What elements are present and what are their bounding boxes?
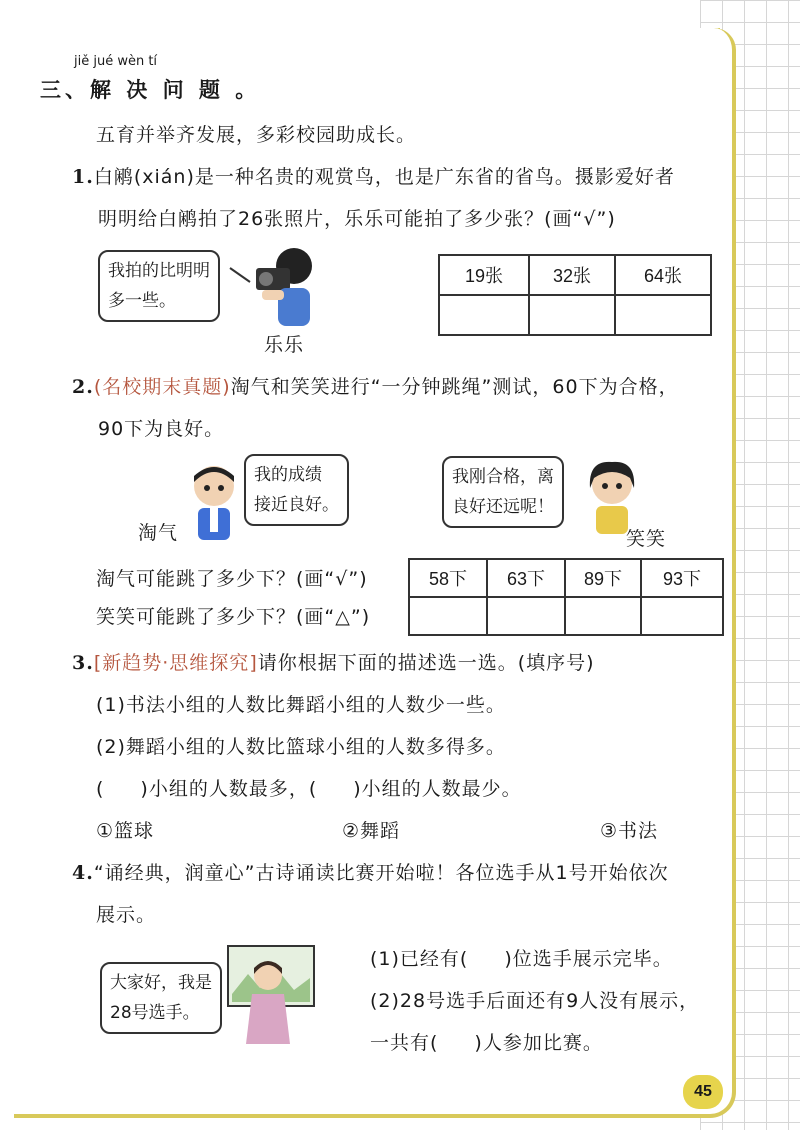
q2-ask-taoqi: 淘气可能跳了多少下？(画“√”) (96, 568, 368, 590)
q4-sub3-a: 一共有( (370, 1032, 439, 1054)
q1-line1: 白鹇(xián)是一种名贵的观赏鸟，也是广东省的省鸟。摄影爱好者 (93, 166, 675, 188)
q1-answer-cell[interactable] (529, 295, 615, 335)
q4-sub1-a: (1)已经有( (370, 948, 469, 970)
q1-bubble-line2: 多一些。 (108, 291, 176, 311)
contestant-illustration (224, 944, 318, 1046)
q4-bubble-line2: 28号选手。 (110, 1003, 200, 1023)
q2-line1: 淘气和笑笑进行“一分钟跳绳”测试，60下为合格， (230, 376, 679, 398)
q4-sub3 (370, 1028, 603, 1055)
xiaoxiao-bubble-line1: 我刚合格，离 (452, 467, 554, 487)
q1-answer-cell[interactable] (615, 295, 711, 335)
q2-answer-cell[interactable] (487, 597, 565, 635)
q2-answer-cell[interactable] (565, 597, 641, 635)
q3-choice-2: ②舞蹈 (342, 820, 401, 842)
section-intro: 五育并举齐发展，多彩校园助成长。 (96, 124, 417, 146)
q2-number: 2. (72, 376, 94, 398)
q1-speech-bubble (98, 250, 220, 322)
q4-speech-bubble (100, 962, 222, 1034)
q2-option-cell: 63下 (487, 559, 565, 597)
q3-tag: 新趋势·思维探究 (102, 652, 250, 674)
q4-line2: 展示。 (96, 904, 157, 926)
xiaoxiao-name: 笑笑 (626, 528, 667, 550)
q2-option-cell: 93下 (641, 559, 723, 597)
q4-sub3-b: )人参加比赛。 (474, 1032, 603, 1054)
q4-line1: “诵经典，润童心”古诗诵读比赛开始啦！各位选手从1号开始依次 (93, 862, 669, 884)
q3-fill-line: ( )小组的人数最多，( )小组的人数最少。 (96, 778, 522, 800)
q4-sub2: (2)28号选手后面还有9人没有展示， (370, 990, 700, 1012)
xiaoxiao-bubble-line2: 良好还远呢！ (452, 497, 554, 517)
q3-fill-a: )小组的人数最多，( (140, 778, 318, 800)
page-number: 45 (683, 1075, 723, 1109)
q4-number: 4. (72, 862, 94, 884)
taoqi-bubble-line1: 我的成绩 (254, 465, 322, 485)
q4-sub1-b: )位选手展示完毕。 (504, 948, 673, 970)
q1-options-table (438, 254, 712, 336)
q2-option-cell: 58下 (409, 559, 487, 597)
q3-choice-1: ①篮球 (96, 820, 155, 842)
q2-text-line1 (72, 372, 679, 399)
q2-tag: 名校期末真题 (102, 376, 223, 398)
q3-fill-b: )小组的人数最少。 (353, 778, 522, 800)
q1-answer-row (439, 295, 711, 335)
q2-answer-cell[interactable] (641, 597, 723, 635)
q3-line1: 请你根据下面的描述选一选。(填序号) (257, 652, 595, 674)
taoqi-name: 淘气 (138, 522, 179, 544)
section-pinyin: jiě jué wèn tí (74, 54, 158, 69)
q3-text-line1 (72, 648, 595, 675)
taoqi-speech-bubble (244, 454, 349, 526)
q2-option-cell: 89下 (565, 559, 641, 597)
q2-answer-cell[interactable] (409, 597, 487, 635)
q2-ask-xiaoxiao: 笑笑可能跳了多少下？(画“△”) (96, 606, 371, 628)
q2-line2: 90下为良好。 (98, 418, 225, 440)
q2-options-table (408, 558, 724, 636)
q4-sub1 (370, 944, 673, 971)
q3-tag-close: ] (249, 652, 258, 674)
q2-options-header-row (409, 559, 723, 597)
q4-bubble-line1: 大家好，我是 (110, 973, 212, 993)
q2-tag-close: ) (222, 376, 231, 398)
taoqi-illustration (182, 462, 248, 542)
lele-camera-illustration (222, 238, 322, 330)
q1-answer-cell[interactable] (439, 295, 529, 335)
taoqi-bubble-line2: 接近良好。 (254, 495, 339, 515)
q1-character-name: 乐乐 (264, 334, 305, 356)
q1-number: 1. (72, 166, 94, 188)
q3-tag-open: [ (93, 652, 103, 674)
section-title: 三、解 决 问 题 。 (40, 78, 261, 102)
q1-line2: 明明给白鹇拍了26张照片，乐乐可能拍了多少张？(画“√”) (98, 208, 616, 230)
q1-text-line1 (72, 162, 675, 189)
q1-option-cell: 64张 (615, 255, 711, 295)
q1-options-header-row (439, 255, 711, 295)
q3-condition-1: (1)书法小组的人数比舞蹈小组的人数少一些。 (96, 694, 506, 716)
q1-option-cell: 32张 (529, 255, 615, 295)
q4-text-line1 (72, 858, 669, 885)
q3-choice-3: ③书法 (600, 820, 659, 842)
q3-condition-2: (2)舞蹈小组的人数比篮球小组的人数多得多。 (96, 736, 506, 758)
xiaoxiao-speech-bubble (442, 456, 564, 528)
q3-number: 3. (72, 652, 94, 674)
q1-option-cell: 19张 (439, 255, 529, 295)
q2-tag-open: ( (93, 376, 103, 398)
q2-answer-row (409, 597, 723, 635)
q1-bubble-line1: 我拍的比明明 (108, 261, 210, 281)
